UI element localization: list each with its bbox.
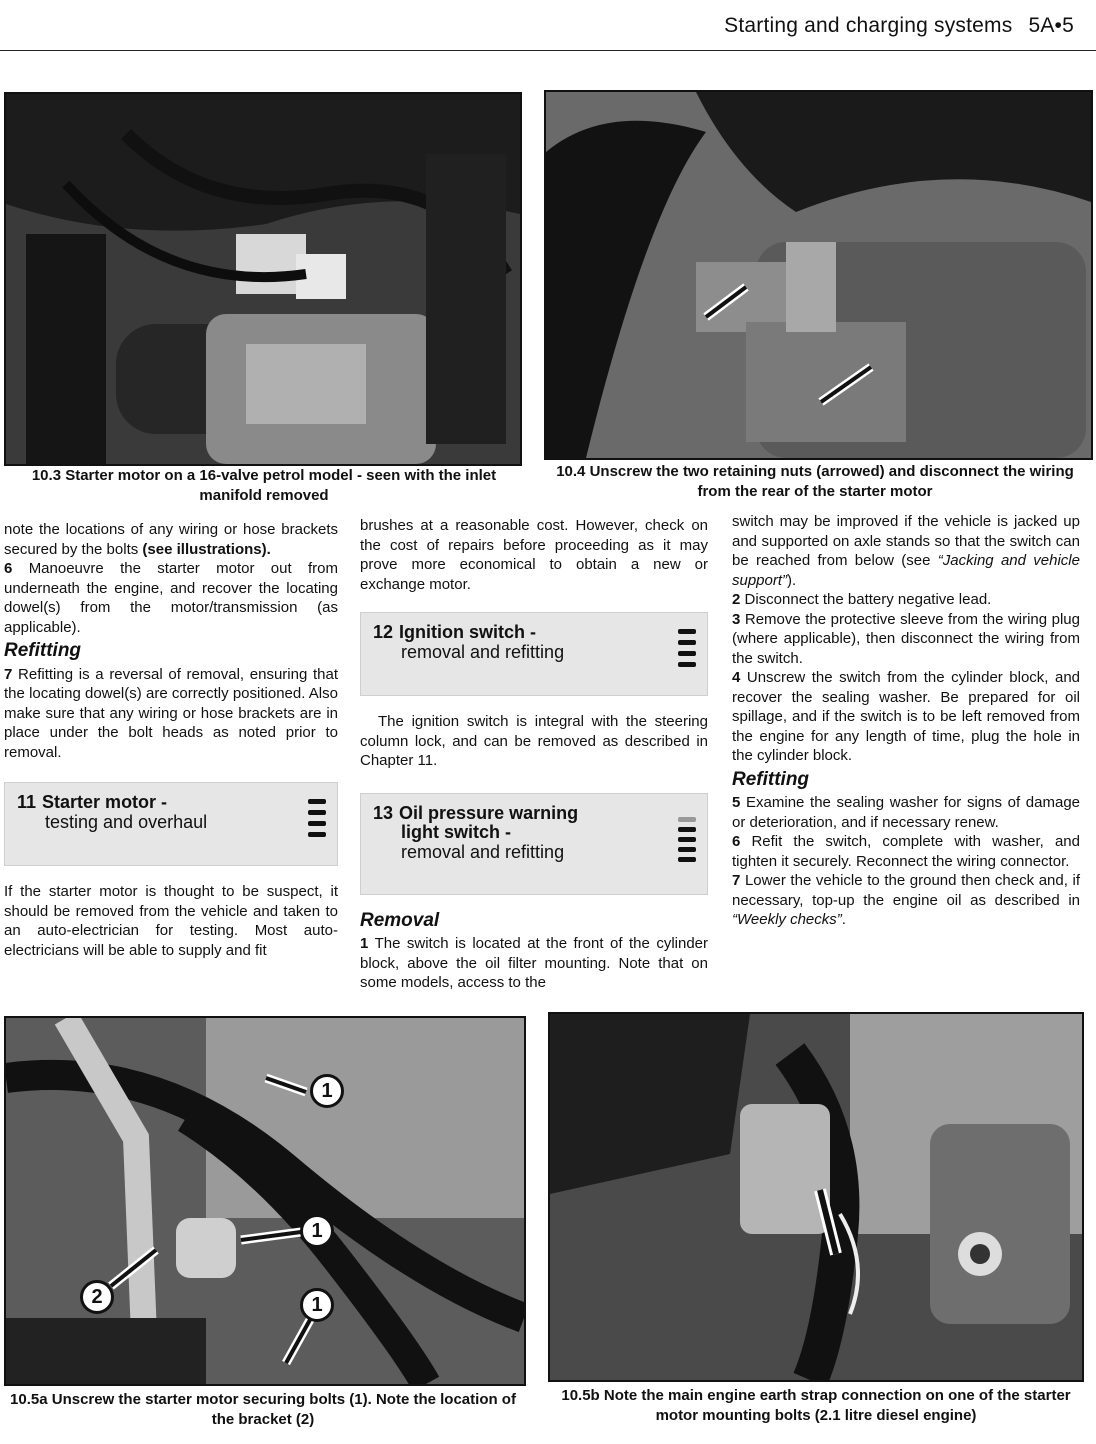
callout-bolt-1: 1 [310, 1074, 344, 1108]
section-11-title: Starter motor - [42, 792, 168, 812]
section-13-step-6: 6 Refit the switch, complete with washer, and tighten it securely. Reconnect the wiring connector. [732, 833, 1080, 870]
photo-10-4 [544, 90, 1093, 460]
caption-10-4 [548, 462, 1082, 501]
difficulty-spanner-icon [675, 804, 699, 874]
section-12-heading-box [360, 612, 708, 696]
section-11-paragraph: If the starter motor is thought to be suspect, it should be removed from the vehicle and taken to an auto-electrician for testing. Most auto-electricians will be able to supply and fit [4, 883, 338, 959]
photo-10-5b [548, 1012, 1084, 1382]
caption-10-5a [4, 1390, 522, 1429]
section-13-step-7: 7 Lower the vehicle to the ground then check and, if necessary, top-up the engine oil as described in “Weekly checks”. [732, 872, 1080, 928]
paragraph-continuation: note the locations of any wiring or hose brackets secured by the bolts (see illustrations). [4, 521, 338, 558]
callout-bolt-1: 1 [300, 1288, 334, 1322]
text-column-1 [4, 520, 338, 960]
section-13-title-line-1: Oil pressure warning [399, 802, 579, 823]
section-12-number: 12 [373, 622, 394, 642]
section-13-step-5: 5 Examine the sealing washer for signs of damage or deterioration, and if necessary renew. [732, 794, 1080, 831]
removal-heading: Removal [360, 909, 440, 931]
section-13-step-3: 3 Remove the protective sleeve from the wiring plug (where applicable), then disconnect the wiring from the switch. [732, 610, 1080, 667]
paragraph-continuation-2: brushes at a reasonable cost. However, check on the cost of repairs before proceeding as it may prove more economical to obtain a new or exchange motor. [360, 517, 708, 593]
step-7: 7 Refitting is a reversal of removal, ensuring that the locating dowel(s) are correctly positioned. Also make sure that any wiring or hose brackets are in place under the bolt heads as noted prior to removal. [4, 665, 339, 761]
section-13-subtitle: removal and refitting [401, 841, 565, 862]
section-11-heading-box [4, 782, 338, 866]
caption-10-4-number: 10.4 [556, 463, 586, 480]
running-header [724, 14, 1074, 38]
header-rule [0, 50, 1096, 51]
caption-10-5b [550, 1386, 1082, 1425]
photo-10-4-image [546, 92, 1091, 458]
section-13-number: 13 [373, 802, 394, 823]
section-11-subtitle: testing and overhaul [45, 811, 208, 832]
section-12-title: Ignition switch - [399, 622, 537, 642]
section-11-number: 11 [17, 792, 37, 812]
text-column-2 [360, 516, 708, 993]
caption-10-5b-text: Note the main engine earth strap connection on one of the starter motor mounting bolts (2.1 litre diesel engine) [603, 1387, 1071, 1424]
section-13-title-line-2: light switch - [401, 822, 511, 842]
section-13-step-2: 2 Disconnect the battery negative lead. [732, 591, 992, 608]
callout-bracket-2: 2 [80, 1280, 114, 1314]
step-6: 6 Manoeuvre the starter motor out from underneath the engine, and recover the locating dowel(s) from the motor/transmission (as applicable). [4, 560, 338, 636]
caption-10-4-text: Unscrew the two retaining nuts (arrowed) and disconnect the wiring from the rear of the starter motor [589, 463, 1074, 500]
section-13-step-1: 1 The switch is located at the front of the cylinder block, above the oil filter mounting. Note that on some models, access to the [360, 935, 709, 991]
photo-10-5b-image [550, 1014, 1082, 1380]
refitting-heading-2: Refitting [732, 768, 810, 790]
refitting-heading: Refitting [4, 640, 82, 661]
photo-10-3 [4, 92, 522, 466]
caption-10-3-text: Starter motor on a 16-valve petrol model - seen with the inlet manifold removed [65, 467, 497, 504]
caption-10-5a-number: 10.5a [10, 1391, 48, 1408]
section-12-subtitle: removal and refitting [401, 641, 565, 662]
photo-10-5a [4, 1016, 526, 1386]
caption-10-5a-text: Unscrew the starter motor securing bolts (1). Note the location of the bracket (2) [51, 1391, 516, 1428]
photo-10-5a-image [6, 1018, 524, 1384]
caption-10-3-number: 10.3 [31, 467, 62, 484]
page-number: 5A•5 [1028, 14, 1074, 37]
photo-10-3-image [6, 94, 520, 464]
caption-10-5b-number: 10.5b [561, 1387, 600, 1404]
caption-10-3 [4, 466, 524, 505]
difficulty-spanner-icon [305, 793, 329, 845]
section-13-heading-box [360, 793, 708, 895]
paragraph-continuation-3: switch may be improved if the vehicle is jacked up and supported on axle stands so that the switch can be reached from below (see “Jacking and vehicle support”). [732, 513, 1080, 589]
section-12-paragraph: The ignition switch is integral with the steering column lock, and can be removed as described in Chapter 11. [360, 713, 708, 769]
section-13-step-4: 4 Unscrew the switch from the cylinder block, and recover the sealing washer. Be prepared for oil spillage, and if the switch is to be left removed from the engine for any length of time, plug the hole in the cylinder block. [732, 669, 1081, 764]
chapter-title: Starting and charging systems [724, 14, 1013, 37]
text-column-3 [732, 512, 1080, 930]
difficulty-spanner-icon [675, 623, 699, 675]
callout-bolt-1: 1 [300, 1214, 334, 1248]
